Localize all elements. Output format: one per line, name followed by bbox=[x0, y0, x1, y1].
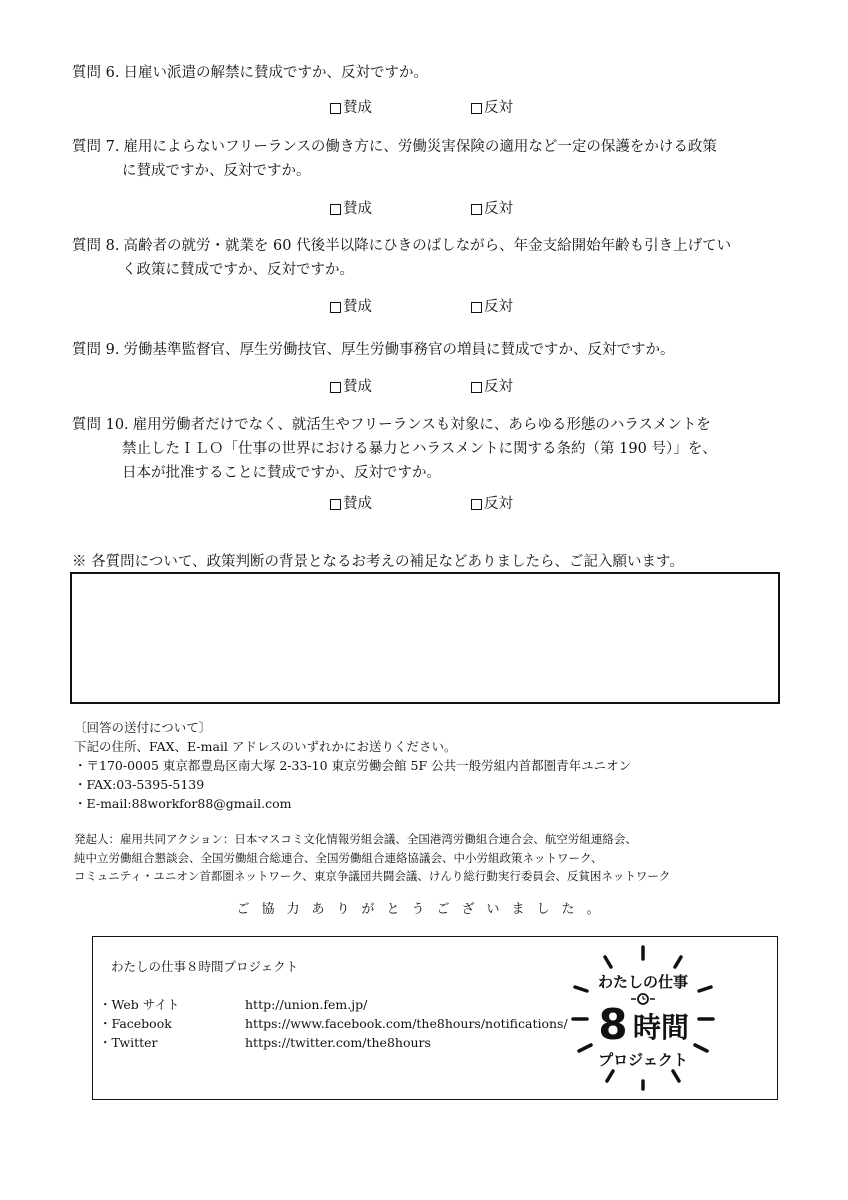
choices-q6 bbox=[330, 98, 612, 118]
checkbox-icon[interactable] bbox=[330, 204, 341, 215]
disagree-label: 反対 bbox=[484, 379, 513, 395]
choices-q7 bbox=[330, 199, 612, 219]
question-text-cont: 日本が批准することに賛成ですか、反対ですか。 bbox=[122, 465, 441, 481]
question-text: 雇用によらないフリーランスの働き方に、労働災害保険の適用など一定の保護をかける政策 bbox=[123, 139, 717, 155]
logo-big-text: 時間 bbox=[632, 1011, 690, 1044]
send-info bbox=[74, 718, 631, 813]
agree-label: 賛成 bbox=[343, 100, 372, 116]
checkbox-icon[interactable] bbox=[471, 204, 482, 215]
alarm-clock-icon bbox=[631, 994, 655, 1004]
disagree-label: 反対 bbox=[484, 100, 513, 116]
link-row-facebook bbox=[99, 1014, 568, 1033]
agree-option[interactable] bbox=[330, 199, 471, 219]
checkbox-icon[interactable] bbox=[471, 382, 482, 393]
question-text: 高齢者の就労・就業を 60 代後半以降にひきのばしながら、年金支給開始年齢も引き上げてい bbox=[123, 238, 732, 254]
question-number: 質問 7. bbox=[72, 139, 120, 155]
question-number: 質問 6. bbox=[72, 65, 120, 81]
agree-option[interactable] bbox=[330, 98, 471, 118]
project-logo bbox=[565, 941, 721, 1093]
comment-textarea[interactable] bbox=[70, 572, 780, 704]
initiators-line: コミュニティ・ユニオン首都圏ネットワーク、東京争議団共闘会議、けんり総行動実行委員会、反貧困ネットワーク bbox=[74, 869, 671, 883]
link-url[interactable]: http://union.fem.jp/ bbox=[245, 997, 368, 1012]
choices-q9 bbox=[330, 377, 612, 397]
question-text: 労働基準監督官、厚生労働技官、厚生労働事務官の増員に賛成ですか、反対ですか。 bbox=[123, 342, 675, 358]
question-text: 雇用労働者だけでなく、就活生やフリーランスも対象に、あらゆる形態のハラスメントを bbox=[132, 417, 711, 433]
agree-option[interactable] bbox=[330, 297, 471, 317]
question-text-cont: 禁止したＩＬＯ「仕事の世界における暴力とハラスメントに関する条約（第 190 号）」を、 bbox=[122, 441, 717, 457]
question-number: 質問 9. bbox=[72, 342, 120, 358]
disagree-option[interactable] bbox=[471, 494, 612, 514]
link-label: ・Twitter bbox=[99, 1035, 158, 1050]
checkbox-icon[interactable] bbox=[330, 382, 341, 393]
question-6 bbox=[72, 61, 782, 85]
agree-option[interactable] bbox=[330, 494, 471, 514]
project-title: わたしの仕事８時間プロジェクト bbox=[111, 959, 299, 974]
question-number: 質問 10. bbox=[72, 417, 129, 433]
checkbox-icon[interactable] bbox=[471, 302, 482, 313]
question-text-cont: く政策に賛成ですか、反対ですか。 bbox=[122, 262, 354, 278]
send-info-heading: 〔回答の送付について〕 bbox=[74, 720, 212, 735]
logo-bottom-text: プロジェクト bbox=[598, 1051, 688, 1069]
disagree-label: 反対 bbox=[484, 299, 513, 315]
link-url[interactable]: https://twitter.com/the8hours bbox=[245, 1035, 431, 1050]
question-10 bbox=[72, 413, 782, 485]
project-box bbox=[92, 936, 778, 1100]
disagree-label: 反対 bbox=[484, 496, 513, 512]
link-row-web bbox=[99, 995, 568, 1014]
question-text: 日雇い派遣の解禁に賛成ですか、反対ですか。 bbox=[123, 65, 428, 81]
initiators bbox=[74, 830, 774, 886]
comment-note: ※ 各質問について、政策判断の背景となるお考えの補足などありましたら、ご記入願います。 bbox=[72, 554, 684, 570]
project-links bbox=[99, 995, 568, 1052]
link-label: ・Facebook bbox=[99, 1016, 172, 1031]
checkbox-icon[interactable] bbox=[330, 499, 341, 510]
disagree-option[interactable] bbox=[471, 199, 612, 219]
choices-q8 bbox=[330, 297, 612, 317]
question-7 bbox=[72, 135, 782, 183]
agree-label: 賛成 bbox=[343, 299, 372, 315]
agree-label: 賛成 bbox=[343, 379, 372, 395]
disagree-label: 反対 bbox=[484, 201, 513, 217]
send-info-fax: ・FAX:03-5395-5139 bbox=[74, 777, 205, 792]
initiators-line: 純中立労働組合懇談会、全国労働組合総連合、全国労働組合連絡協議会、中小労組政策ネットワーク、 bbox=[74, 850, 603, 865]
disagree-option[interactable] bbox=[471, 377, 612, 397]
checkbox-icon[interactable] bbox=[471, 103, 482, 114]
choices-q10 bbox=[330, 494, 612, 514]
agree-label: 賛成 bbox=[343, 496, 372, 512]
checkbox-icon[interactable] bbox=[330, 302, 341, 313]
link-url[interactable]: https://www.facebook.com/the8hours/notifications/ bbox=[245, 1016, 568, 1031]
send-info-email[interactable]: ・E-mail:88workfor88@gmail.com bbox=[74, 796, 292, 811]
link-row-twitter bbox=[99, 1033, 568, 1052]
link-label: ・Web サイト bbox=[99, 997, 180, 1012]
disagree-option[interactable] bbox=[471, 297, 612, 317]
send-info-intro: 下記の住所、FAX、E-mail アドレスのいずれかにお送りください。 bbox=[74, 739, 457, 754]
checkbox-icon[interactable] bbox=[330, 103, 341, 114]
question-text-cont: に賛成ですか、反対ですか。 bbox=[122, 163, 311, 179]
agree-label: 賛成 bbox=[343, 201, 372, 217]
logo-top-text: わたしの仕事 bbox=[597, 973, 689, 991]
agree-option[interactable] bbox=[330, 377, 471, 397]
logo-big-number: 8 bbox=[598, 1000, 628, 1049]
question-9 bbox=[72, 338, 782, 362]
question-8 bbox=[72, 234, 782, 282]
thanks-message: ご協力ありがとうございました。 bbox=[236, 902, 612, 917]
disagree-option[interactable] bbox=[471, 98, 612, 118]
question-number: 質問 8. bbox=[72, 238, 120, 254]
initiators-line: 発起人：雇用共同アクション：日本マスコミ文化情報労組会議、全国港湾労働組合連合会、航空労組連絡会、 bbox=[74, 832, 637, 846]
send-info-address: ・〒170-0005 東京都豊島区南大塚 2-33-10 東京労働会館 5F 公共一般労組内首都圏青年ユニオン bbox=[74, 758, 632, 773]
checkbox-icon[interactable] bbox=[471, 499, 482, 510]
